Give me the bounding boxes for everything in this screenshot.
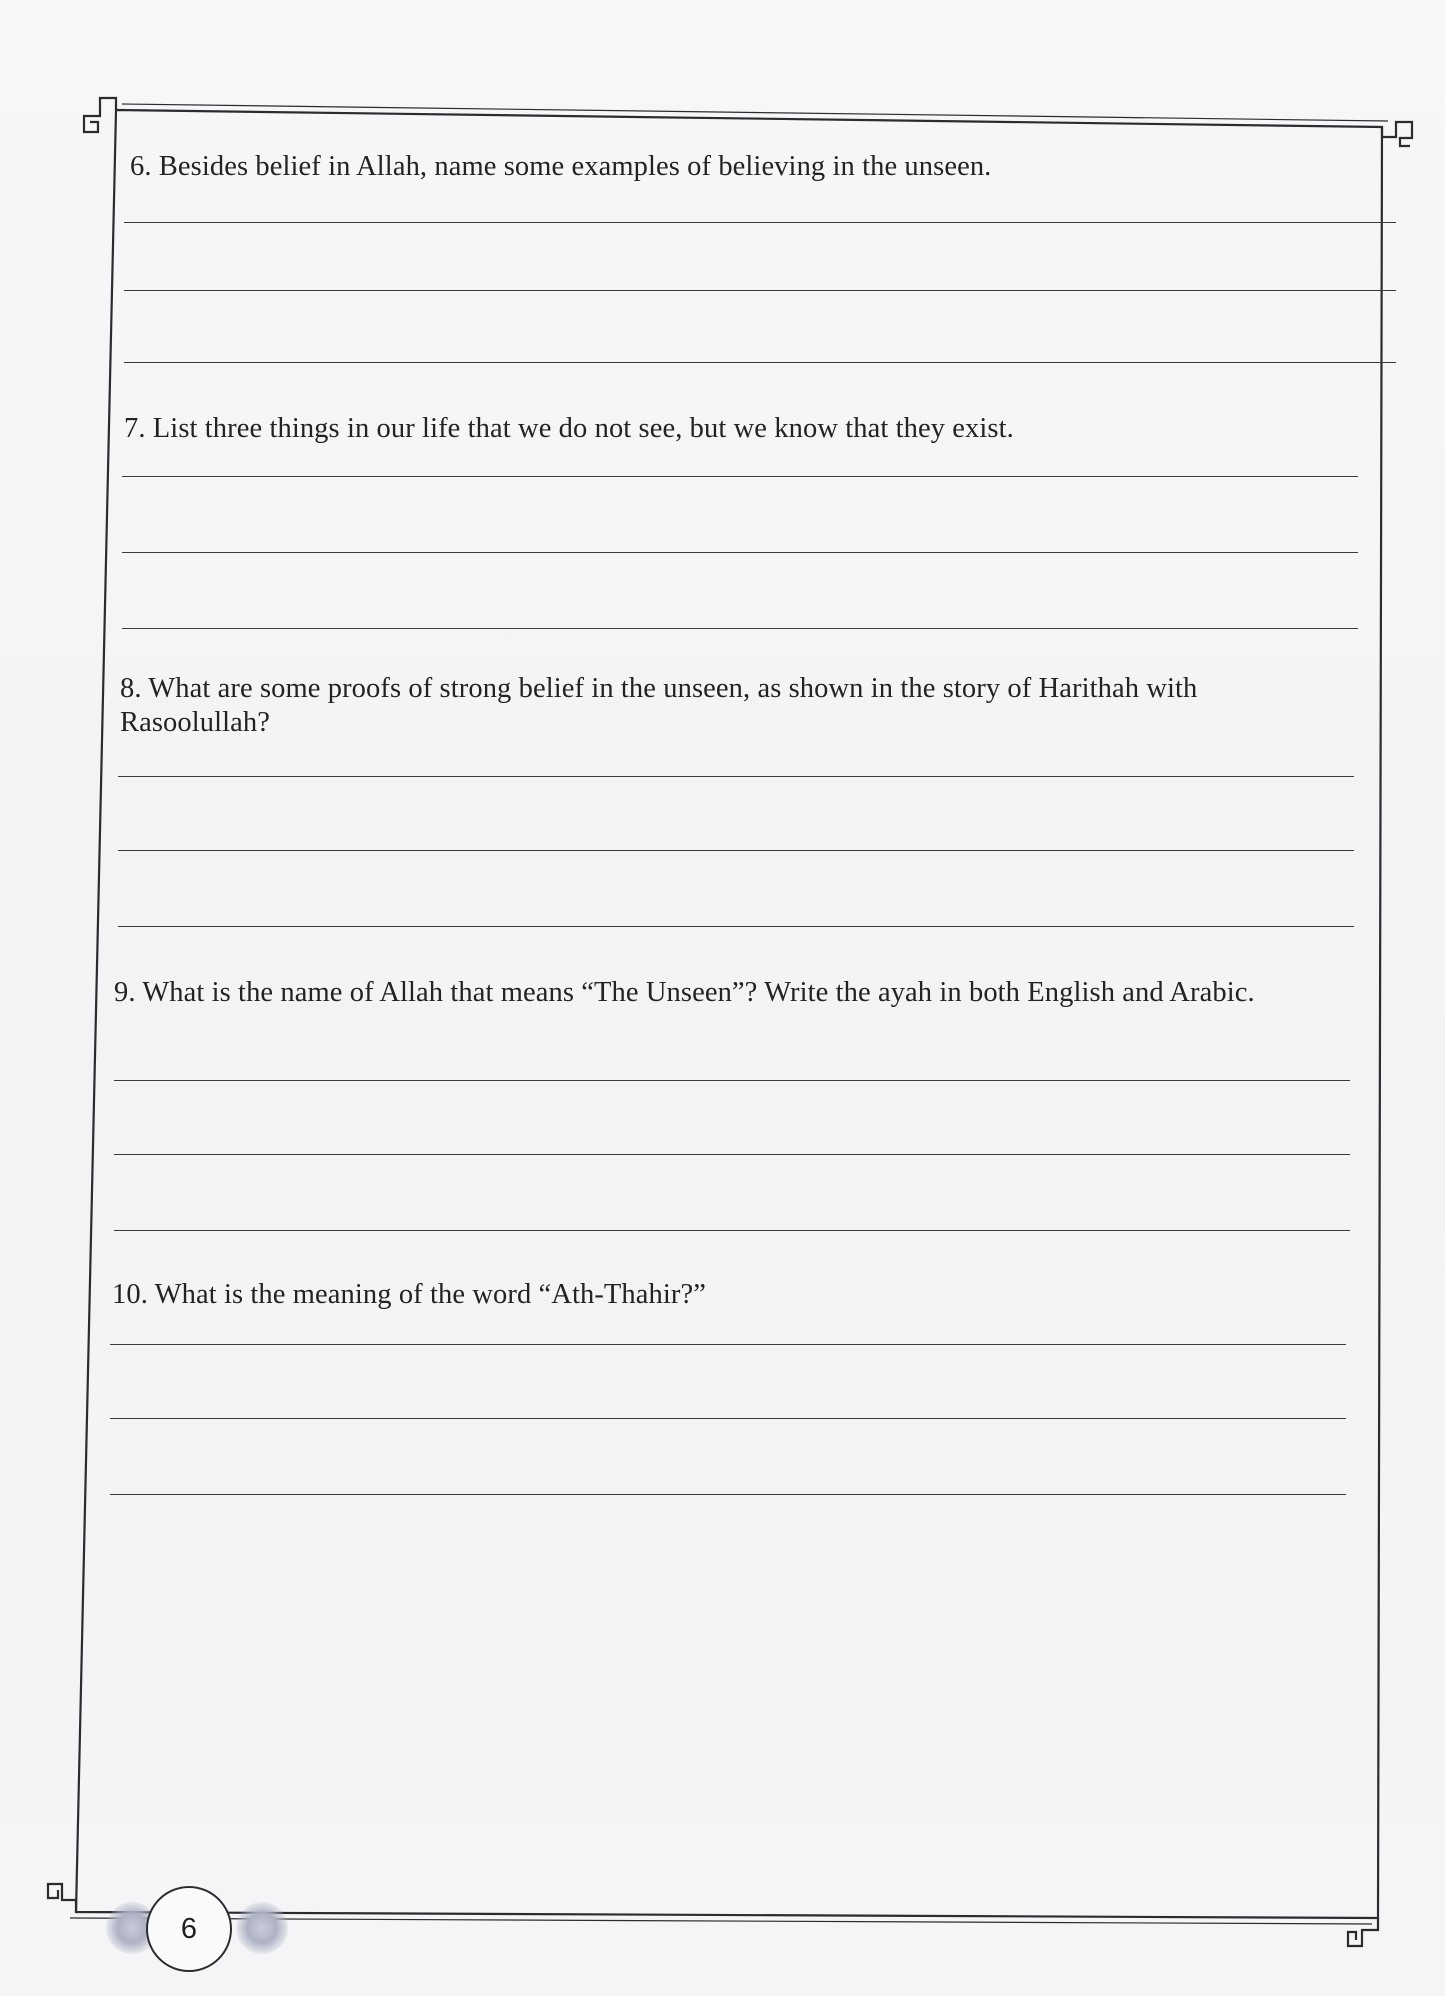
answer-line-q8-3[interactable] <box>118 926 1354 927</box>
answer-line-q7-2[interactable] <box>122 552 1358 553</box>
answer-line-q7-1[interactable] <box>122 476 1358 477</box>
page-number: 6 <box>146 1886 232 1972</box>
answer-line-q10-2[interactable] <box>110 1418 1346 1419</box>
answer-line-q10-3[interactable] <box>110 1494 1346 1495</box>
question-8: 8. What are some proofs of strong belief in the unseen, as shown in the story of Harithah with Rasoolullah? <box>120 673 1198 738</box>
answer-line-q10-1[interactable] <box>110 1344 1346 1345</box>
answer-line-q6-2[interactable] <box>124 290 1396 291</box>
answer-line-q7-3[interactable] <box>122 628 1358 629</box>
answer-line-q9-2[interactable] <box>114 1154 1350 1155</box>
answer-line-q8-2[interactable] <box>118 850 1354 851</box>
answer-line-q6-1[interactable] <box>124 222 1396 223</box>
answer-line-q6-3[interactable] <box>124 362 1396 363</box>
question-7: 7. List three things in our life that we do not see, but we know that they exist. <box>124 413 1014 444</box>
answer-line-q9-3[interactable] <box>114 1230 1350 1231</box>
question-10: 10. What is the meaning of the word “Ath-Thahir?” <box>112 1279 706 1310</box>
question-9: 9. What is the name of Allah that means “The Unseen”? Write the ayah in both English and Arabic. <box>114 977 1255 1008</box>
answer-line-q8-1[interactable] <box>118 776 1354 777</box>
answer-line-q9-1[interactable] <box>114 1080 1350 1081</box>
page-number-badge <box>146 1886 232 1972</box>
question-6: 6. Besides belief in Allah, name some examples of believing in the unseen. <box>130 151 992 182</box>
right-ornament-icon <box>236 1902 288 1954</box>
